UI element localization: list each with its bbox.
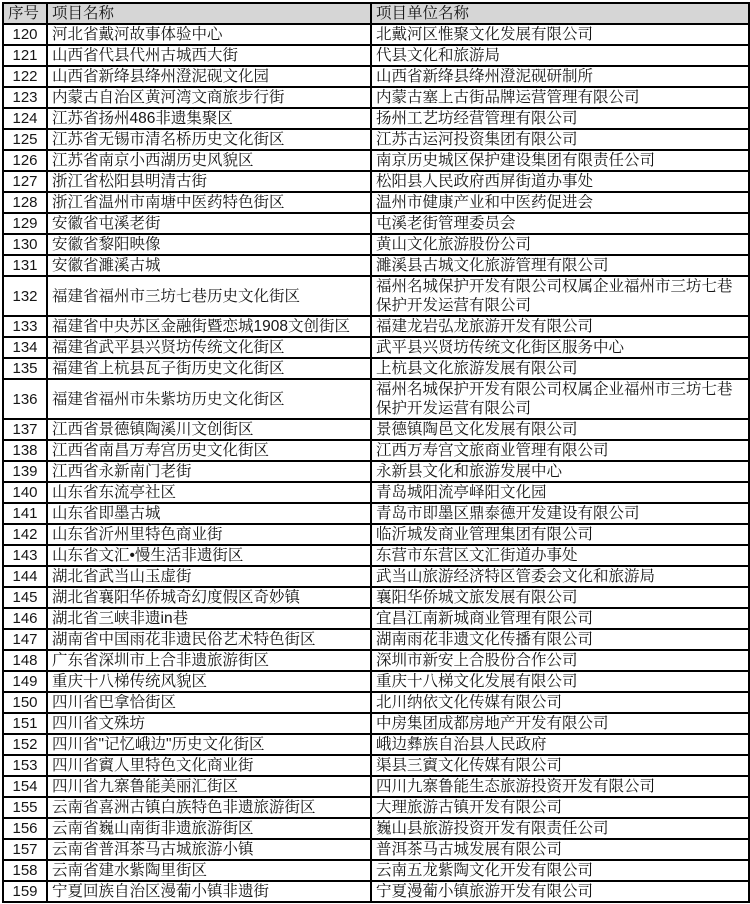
row-number-cell: 155 (3, 797, 47, 818)
row-number-cell: 128 (3, 192, 47, 213)
table-row (3, 24, 749, 45)
unit-name-cell: 青岛市即墨区鼎泰德开发建设有限公司 (371, 503, 749, 524)
unit-name-cell: 巍山县旅游投资开发有限责任公司 (371, 818, 749, 839)
project-name-cell: 安徽省濉溪古城 (47, 255, 371, 276)
project-name-cell: 河北省戴河故事体验中心 (47, 24, 371, 45)
row-number-cell: 139 (3, 461, 47, 482)
project-name-cell: 重庆十八梯传统风貌区 (47, 671, 371, 692)
table-row (3, 234, 749, 255)
project-name-cell: 江苏省扬州486非遗集聚区 (47, 108, 371, 129)
row-number-cell: 140 (3, 482, 47, 503)
unit-name-cell: 江苏古运河投资集团有限公司 (371, 129, 749, 150)
unit-name-cell: 松阳县人民政府西屏街道办事处 (371, 171, 749, 192)
project-name-cell: 四川省賨人里特色文化商业街 (47, 755, 371, 776)
unit-name-cell: 渠县三賨文化传媒有限公司 (371, 755, 749, 776)
row-number-cell: 142 (3, 524, 47, 545)
project-name-cell: 江苏省南京小西湖历史风貌区 (47, 150, 371, 171)
row-number-cell: 151 (3, 713, 47, 734)
row-number-cell: 137 (3, 419, 47, 440)
table-row (3, 255, 749, 276)
unit-name-cell: 青岛城阳流亭峄阳文化园 (371, 482, 749, 503)
project-name-cell: 四川省文殊坊 (47, 713, 371, 734)
row-number-cell: 135 (3, 358, 47, 379)
table-row (3, 150, 749, 171)
row-number-cell: 152 (3, 734, 47, 755)
project-name-cell: 福建省福州市朱紫坊历史文化街区 (47, 379, 371, 419)
row-number-cell: 153 (3, 755, 47, 776)
unit-name-cell: 山西省新绛县绛州澄泥砚研制所 (371, 66, 749, 87)
row-number-cell: 130 (3, 234, 47, 255)
table-row (3, 608, 749, 629)
project-name-cell: 四川省巴拿恰街区 (47, 692, 371, 713)
table-row (3, 671, 749, 692)
project-name-cell: 安徽省黎阳映像 (47, 234, 371, 255)
table-row (3, 213, 749, 234)
row-number-cell: 127 (3, 171, 47, 192)
project-name-cell: 浙江省松阳县明清古街 (47, 171, 371, 192)
project-name-cell: 山东省东流亭社区 (47, 482, 371, 503)
row-number-cell: 157 (3, 839, 47, 860)
table-row (3, 129, 749, 150)
row-number-cell: 136 (3, 379, 47, 419)
project-name-cell: 湖北省襄阳华侨城奇幻度假区奇妙镇 (47, 587, 371, 608)
header-row (3, 3, 749, 24)
row-number-cell: 126 (3, 150, 47, 171)
row-number-cell: 124 (3, 108, 47, 129)
project-name-cell: 山西省新绛县绛州澄泥砚文化园 (47, 66, 371, 87)
row-number-cell: 120 (3, 24, 47, 45)
row-number-cell: 156 (3, 818, 47, 839)
table-row (3, 358, 749, 379)
row-number-cell: 145 (3, 587, 47, 608)
project-name-cell: 四川省"记忆峨边"历史文化街区 (47, 734, 371, 755)
unit-name-cell: 景德镇陶邑文化发展有限公司 (371, 419, 749, 440)
table-row (3, 734, 749, 755)
unit-name-cell: 福州名城保护开发有限公司权属企业福州市三坊七巷保护开发运营有限公司 (371, 276, 749, 316)
row-number-cell: 147 (3, 629, 47, 650)
row-number-cell: 121 (3, 45, 47, 66)
row-number-cell: 138 (3, 440, 47, 461)
project-name-cell: 云南省普洱茶马古城旅游小镇 (47, 839, 371, 860)
unit-name-cell: 武平县兴贤坊传统文化街区服务中心 (371, 337, 749, 358)
project-name-cell: 湖北省武当山玉虚街 (47, 566, 371, 587)
unit-name-cell: 内蒙古塞上古街品牌运营管理有限公司 (371, 87, 749, 108)
table-row (3, 171, 749, 192)
project-name-cell: 内蒙古自治区黄河湾文商旅步行街 (47, 87, 371, 108)
table-row (3, 713, 749, 734)
project-name-cell: 福建省上杭县瓦子街历史文化街区 (47, 358, 371, 379)
unit-name-cell: 江西万寿宫文旅商业管理有限公司 (371, 440, 749, 461)
unit-name-cell: 濉溪县古城文化旅游管理有限公司 (371, 255, 749, 276)
row-number-cell: 158 (3, 860, 47, 881)
project-name-cell: 云南省喜洲古镇白族特色非遗旅游街区 (47, 797, 371, 818)
project-name-cell: 浙江省温州市南塘中医药特色街区 (47, 192, 371, 213)
unit-name-cell: 峨边彝族自治县人民政府 (371, 734, 749, 755)
table-row (3, 818, 749, 839)
table-row (3, 276, 749, 316)
table-row (3, 87, 749, 108)
table-row (3, 316, 749, 337)
row-number-cell: 133 (3, 316, 47, 337)
row-number-cell: 144 (3, 566, 47, 587)
table-row (3, 566, 749, 587)
unit-name-cell: 北川纳依文化传媒有限公司 (371, 692, 749, 713)
project-name-cell: 宁夏回族自治区漫葡小镇非遗街 (47, 881, 371, 902)
project-name-cell: 福建省武平县兴贤坊传统文化街区 (47, 337, 371, 358)
column-header-project: 项目名称 (47, 3, 371, 24)
unit-name-cell: 屯溪老街管理委员会 (371, 213, 749, 234)
table-row (3, 629, 749, 650)
project-name-cell: 广东省深圳市上合非遗旅游街区 (47, 650, 371, 671)
row-number-cell: 154 (3, 776, 47, 797)
unit-name-cell: 东营市东营区文汇街道办事处 (371, 545, 749, 566)
table-row (3, 881, 749, 902)
unit-name-cell: 宜昌江南新城商业管理有限公司 (371, 608, 749, 629)
table-row (3, 45, 749, 66)
row-number-cell: 150 (3, 692, 47, 713)
project-name-cell: 四川省九寨鲁能美丽汇街区 (47, 776, 371, 797)
unit-name-cell: 福州名城保护开发有限公司权属企业福州市三坊七巷保护开发运营有限公司 (371, 379, 749, 419)
project-name-cell: 福建省中央苏区金融街暨恋城1908文创街区 (47, 316, 371, 337)
unit-name-cell: 临沂城发商业管理集团有限公司 (371, 524, 749, 545)
column-header-unit: 项目单位名称 (371, 3, 749, 24)
column-header-no: 序号 (3, 3, 47, 24)
unit-name-cell: 重庆十八梯文化发展有限公司 (371, 671, 749, 692)
unit-name-cell: 永新县文化和旅游发展中心 (371, 461, 749, 482)
project-name-cell: 云南省建水紫陶里街区 (47, 860, 371, 881)
row-number-cell: 122 (3, 66, 47, 87)
table-row (3, 440, 749, 461)
unit-name-cell: 普洱茶马古城发展有限公司 (371, 839, 749, 860)
table-row (3, 587, 749, 608)
row-number-cell: 143 (3, 545, 47, 566)
project-name-cell: 安徽省屯溪老街 (47, 213, 371, 234)
row-number-cell: 132 (3, 276, 47, 316)
table-row (3, 108, 749, 129)
table-row (3, 66, 749, 87)
table-row (3, 545, 749, 566)
row-number-cell: 134 (3, 337, 47, 358)
row-number-cell: 141 (3, 503, 47, 524)
row-number-cell: 148 (3, 650, 47, 671)
table-row (3, 776, 749, 797)
row-number-cell: 131 (3, 255, 47, 276)
project-name-cell: 湖南省中国雨花非遗民俗艺术特色街区 (47, 629, 371, 650)
table-row (3, 860, 749, 881)
project-name-cell: 云南省巍山南街非遗旅游街区 (47, 818, 371, 839)
unit-name-cell: 北戴河区惟聚文化发展有限公司 (371, 24, 749, 45)
project-name-cell: 湖北省三峡非遗in巷 (47, 608, 371, 629)
table-row (3, 797, 749, 818)
table-header (3, 3, 749, 24)
project-name-cell: 山东省即墨古城 (47, 503, 371, 524)
unit-name-cell: 宁夏漫葡小镇旅游开发有限公司 (371, 881, 749, 902)
unit-name-cell: 代县文化和旅游局 (371, 45, 749, 66)
unit-name-cell: 武当山旅游经济特区管委会文化和旅游局 (371, 566, 749, 587)
table-row (3, 482, 749, 503)
table-row (3, 650, 749, 671)
unit-name-cell: 温州市健康产业和中医药促进会 (371, 192, 749, 213)
unit-name-cell: 襄阳华侨城文旅发展有限公司 (371, 587, 749, 608)
project-name-cell: 山西省代县代州古城西大街 (47, 45, 371, 66)
unit-name-cell: 南京历史城区保护建设集团有限责任公司 (371, 150, 749, 171)
project-list-table (2, 2, 750, 903)
project-name-cell: 山东省沂州里特色商业街 (47, 524, 371, 545)
unit-name-cell: 深圳市新安上合股份合作公司 (371, 650, 749, 671)
table-row (3, 692, 749, 713)
table-row (3, 524, 749, 545)
project-name-cell: 江西省永新南门老街 (47, 461, 371, 482)
row-number-cell: 125 (3, 129, 47, 150)
table-row (3, 461, 749, 482)
row-number-cell: 129 (3, 213, 47, 234)
unit-name-cell: 中房集团成都房地产开发有限公司 (371, 713, 749, 734)
unit-name-cell: 云南五龙紫陶文化开发有限公司 (371, 860, 749, 881)
unit-name-cell: 扬州工艺坊经营管理有限公司 (371, 108, 749, 129)
project-name-cell: 山东省文汇•慢生活非遗街区 (47, 545, 371, 566)
unit-name-cell: 四川九寨鲁能生态旅游投资开发有限公司 (371, 776, 749, 797)
table-row (3, 839, 749, 860)
project-name-cell: 福建省福州市三坊七巷历史文化街区 (47, 276, 371, 316)
table-row (3, 192, 749, 213)
project-name-cell: 江西省南昌万寿宫历史文化街区 (47, 440, 371, 461)
table-row (3, 379, 749, 419)
table-row (3, 419, 749, 440)
table-row (3, 337, 749, 358)
row-number-cell: 159 (3, 881, 47, 902)
row-number-cell: 146 (3, 608, 47, 629)
unit-name-cell: 大理旅游古镇开发有限公司 (371, 797, 749, 818)
project-name-cell: 江西省景德镇陶溪川文创街区 (47, 419, 371, 440)
table-row (3, 503, 749, 524)
unit-name-cell: 黄山文化旅游股份公司 (371, 234, 749, 255)
unit-name-cell: 福建龙岩弘龙旅游开发有限公司 (371, 316, 749, 337)
unit-name-cell: 上杭县文化旅游发展有限公司 (371, 358, 749, 379)
table-body (3, 24, 749, 902)
project-name-cell: 江苏省无锡市清名桥历史文化街区 (47, 129, 371, 150)
row-number-cell: 123 (3, 87, 47, 108)
unit-name-cell: 湖南雨花非遗文化传播有限公司 (371, 629, 749, 650)
row-number-cell: 149 (3, 671, 47, 692)
table-row (3, 755, 749, 776)
